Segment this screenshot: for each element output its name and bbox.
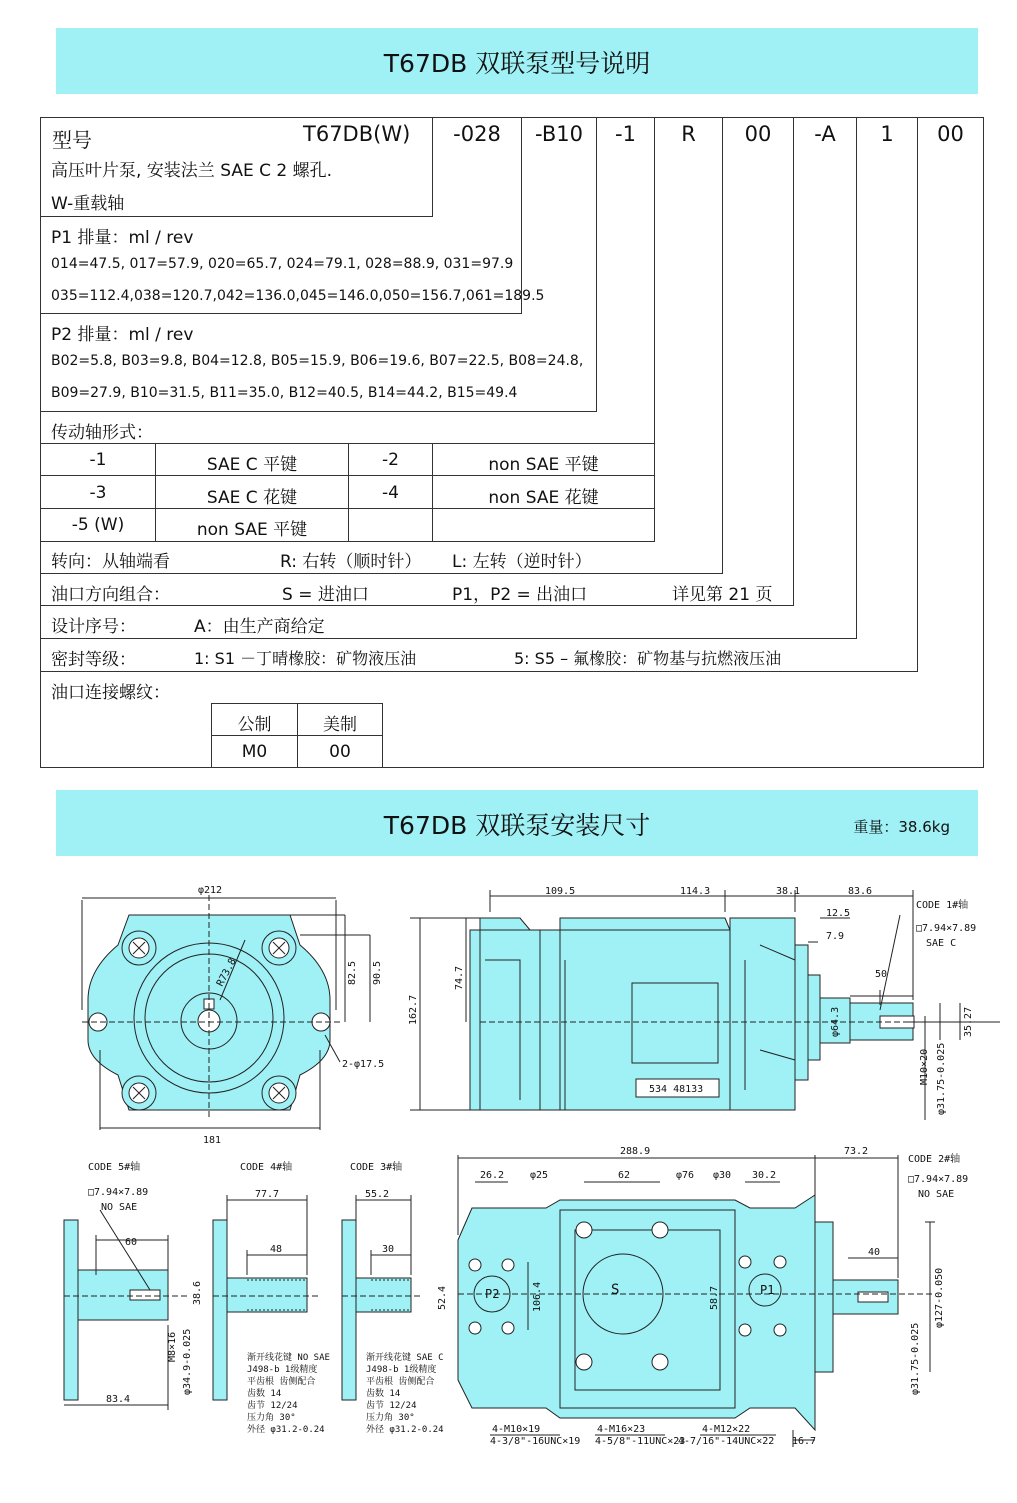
spec4-line: 齿数 14 bbox=[247, 1389, 282, 1399]
p1-line2: 035=112.4,038=120.7,042=136.0,045=146.0,050=156.7,061=189.5 bbox=[51, 288, 545, 304]
dim-386: 38.6 bbox=[192, 1280, 203, 1305]
header-seal: 1 bbox=[880, 122, 894, 146]
shaft-type: SAE C 平键 bbox=[206, 455, 298, 475]
spec4-line: 外径 φ31.2-0.24 bbox=[247, 1425, 325, 1435]
thread-value-us: 00 bbox=[329, 742, 351, 762]
thread-m10: 4-M10×19 bbox=[492, 1424, 541, 1435]
dim-777: 77.7 bbox=[255, 1189, 280, 1200]
seal-s1: 1: S1 －丁晴橡胶：矿物液压油 bbox=[194, 649, 417, 668]
dim-3527: 35.27 bbox=[963, 1006, 974, 1037]
port-label: 油口方向组合： bbox=[51, 585, 170, 605]
shaft-type: non SAE 平键 bbox=[488, 455, 599, 475]
shaft-code: -5 (W) bbox=[71, 515, 125, 535]
port-p1: P1 bbox=[760, 1283, 775, 1297]
p1-line1: 014=47.5, 017=57.9, 020=65.7, 024=79.1, 028=88.9, 031=97.9 bbox=[51, 256, 514, 272]
rotation-right: R: 右转（顺时针） bbox=[280, 552, 422, 572]
code5-key: □7.94×7.89 bbox=[88, 1187, 149, 1198]
spec3-line: 渐开线花键 SAE C bbox=[366, 1353, 444, 1363]
port-p2: P2 bbox=[485, 1287, 500, 1301]
front-view bbox=[82, 895, 370, 1130]
dim-40: 40 bbox=[868, 1247, 881, 1258]
header-p2-size: -B10 bbox=[535, 122, 583, 146]
code2-nosae: NO SAE bbox=[918, 1189, 955, 1200]
dim-d127: φ127-0.050 bbox=[934, 1267, 945, 1328]
header-p1-size: -028 bbox=[453, 122, 501, 146]
bolt-icon bbox=[122, 931, 156, 965]
dim-262: 26.2 bbox=[480, 1170, 505, 1181]
dim-m10: M10×20 bbox=[919, 1048, 930, 1085]
dim-381: 38.1 bbox=[776, 886, 801, 897]
p1-title: P1 排量：ml / rev bbox=[51, 228, 194, 248]
header-port: 00 bbox=[744, 122, 772, 146]
spec4-line: 压力角 30° bbox=[247, 1413, 296, 1423]
shaft-code: -3 bbox=[89, 483, 107, 503]
dim-1627: 162.7 bbox=[408, 994, 419, 1025]
dim-836: 83.6 bbox=[848, 886, 873, 897]
code2-label: CODE 2#轴 bbox=[908, 1154, 961, 1165]
spec4-line: 平齿根 齿侧配合 bbox=[247, 1377, 316, 1387]
port-inlet: S = 进油口 bbox=[282, 585, 369, 605]
header-thread: 00 bbox=[937, 122, 964, 146]
header-rotation: R bbox=[681, 122, 696, 146]
nameplate-number: 534 48133 bbox=[649, 1084, 704, 1095]
code5-label: CODE 5#轴 bbox=[88, 1162, 141, 1173]
dim-62: 62 bbox=[618, 1170, 631, 1181]
dim-79: 7.9 bbox=[826, 931, 845, 942]
thread-label: 油口连接螺纹： bbox=[51, 683, 170, 703]
spec3-line: 齿数 14 bbox=[366, 1389, 401, 1399]
port-page-ref: 详见第 21 页 bbox=[672, 585, 773, 605]
dim-d212: φ212 bbox=[198, 885, 223, 896]
thread-value-metric: M0 bbox=[241, 742, 268, 762]
dimensions-title: T67DB 双联泵安装尺寸 bbox=[383, 811, 651, 840]
thread-m16: 4-M16×23 bbox=[597, 1424, 646, 1435]
dim-587: 58.7 bbox=[709, 1285, 720, 1310]
dim-d349: φ34.9-0.025 bbox=[182, 1328, 193, 1395]
thread-header-metric: 公制 bbox=[237, 715, 272, 735]
code1-key: □7.94×7.89 bbox=[916, 923, 977, 934]
code5-nosae: NO SAE bbox=[101, 1202, 138, 1213]
dim-48: 48 bbox=[270, 1244, 283, 1255]
dim-2889: 288.9 bbox=[620, 1146, 651, 1157]
dim-181: 181 bbox=[203, 1135, 222, 1146]
dim-167: 16.7 bbox=[792, 1436, 817, 1447]
dim-m8: M8×16 bbox=[167, 1331, 178, 1362]
code3-label: CODE 3#轴 bbox=[350, 1162, 403, 1173]
header-design: -A bbox=[814, 122, 836, 146]
spec3-line: 压力角 30° bbox=[366, 1413, 415, 1423]
thread-m12: 4-M12×22 bbox=[702, 1424, 751, 1435]
model-code-title: T67DB 双联泵型号说明 bbox=[383, 49, 651, 78]
dim-825: 82.5 bbox=[347, 960, 358, 985]
dim-552: 55.2 bbox=[365, 1189, 390, 1200]
header-series: T67DB(W) bbox=[303, 122, 411, 146]
model-description: 高压叶片泵, 安装法兰 SAE C 2 螺孔. bbox=[51, 161, 332, 181]
model-label: 型号 bbox=[52, 128, 92, 152]
port-outlet: P1，P2 = 出油口 bbox=[452, 585, 588, 605]
design-value: A：由生产商给定 bbox=[194, 617, 325, 637]
thread-header-us: 美制 bbox=[323, 715, 357, 735]
dim-125: 12.5 bbox=[826, 908, 851, 919]
p2-line2: B09=27.9, B10=31.5, B11=35.0, B12=40.5, B14=44.2, B15=49.4 bbox=[51, 385, 518, 401]
shaft-code: -4 bbox=[382, 483, 399, 503]
dim-30: 30 bbox=[382, 1244, 395, 1255]
spec3-line: 平齿根 齿侧配合 bbox=[366, 1377, 435, 1387]
dim-60: 60 bbox=[125, 1237, 138, 1248]
spec4-line: J498-b 1级精度 bbox=[247, 1365, 318, 1375]
spec3-line: 外径 φ31.2-0.24 bbox=[366, 1425, 444, 1435]
shaft-type: SAE C 花键 bbox=[206, 488, 298, 508]
dim-d25: φ25 bbox=[530, 1170, 549, 1181]
code2-key: □7.94×7.89 bbox=[908, 1174, 969, 1185]
spec4-line: 齿节 12/24 bbox=[247, 1401, 298, 1411]
port-s: S bbox=[611, 1282, 620, 1298]
p2-line1: B02=5.8, B03=9.8, B04=12.8, B05=15.9, B06=19.6, B07=22.5, B08=24.8, bbox=[51, 353, 584, 369]
dim-1064: 106.4 bbox=[532, 1281, 543, 1312]
dim-524: 52.4 bbox=[437, 1285, 448, 1310]
code1-label: CODE 1#轴 bbox=[916, 900, 969, 911]
seal-label: 密封等级： bbox=[51, 650, 136, 670]
p2-title: P2 排量：ml / rev bbox=[51, 325, 194, 345]
dim-50: 50 bbox=[875, 969, 888, 980]
side-view bbox=[410, 890, 1000, 1120]
dim-905: 90.5 bbox=[372, 960, 383, 985]
thread-unc1: 4-3/8"-16UNC×19 bbox=[490, 1436, 581, 1447]
shaft-type: non SAE 花键 bbox=[488, 488, 599, 508]
seal-s5: 5: S5 – 氟橡胶：矿物基与抗燃液压油 bbox=[514, 649, 782, 668]
weight-label: 重量：38.6kg bbox=[853, 818, 950, 836]
dim-d643: φ64.3 bbox=[830, 1006, 841, 1037]
shaft-code: -1 bbox=[89, 450, 107, 470]
top-view bbox=[458, 1155, 935, 1447]
header-shaft: -1 bbox=[615, 122, 636, 146]
dim-747: 74.7 bbox=[454, 965, 465, 990]
dim-1095: 109.5 bbox=[545, 886, 576, 897]
dim-d3175: φ31.75-0.025 bbox=[936, 1042, 947, 1115]
rotation-label: 转向：从轴端看 bbox=[51, 552, 170, 572]
design-label: 设计序号： bbox=[51, 617, 136, 637]
code1-sae: SAE C bbox=[926, 938, 957, 949]
bolt-icon bbox=[122, 1076, 156, 1110]
dim-holes: 2-φ17.5 bbox=[342, 1059, 385, 1070]
spec4-line: 渐开线花键 NO SAE bbox=[247, 1353, 330, 1363]
dim-1143: 114.3 bbox=[680, 886, 711, 897]
code4-label: CODE 4#轴 bbox=[240, 1162, 293, 1173]
bolt-icon bbox=[262, 931, 296, 965]
shaft-title: 传动轴形式： bbox=[51, 423, 153, 443]
dim-302: 30.2 bbox=[752, 1170, 777, 1181]
dim-834: 83.4 bbox=[106, 1394, 131, 1405]
dim-radius: R73.8 bbox=[214, 956, 239, 989]
thread-unc2: 4-5/8"-11UNC×23 bbox=[595, 1436, 686, 1447]
shaft-type: non SAE 平键 bbox=[196, 520, 308, 540]
spec3-line: J498-b 1级精度 bbox=[366, 1365, 437, 1375]
dim-732: 73.2 bbox=[844, 1146, 869, 1157]
shaft-code: -2 bbox=[382, 450, 399, 470]
thread-unc3: 4-7/16"-14UNC×22 bbox=[678, 1436, 775, 1447]
bolt-icon bbox=[262, 1076, 296, 1110]
rotation-left: L: 左转（逆时针） bbox=[452, 552, 592, 572]
dim-d30: φ30 bbox=[713, 1170, 732, 1181]
dim-d76: φ76 bbox=[676, 1170, 695, 1181]
dim-d3175b: φ31.75-0.025 bbox=[910, 1322, 921, 1395]
shaft-note: W-重载轴 bbox=[51, 194, 125, 214]
spec3-line: 齿节 12/24 bbox=[366, 1401, 417, 1411]
